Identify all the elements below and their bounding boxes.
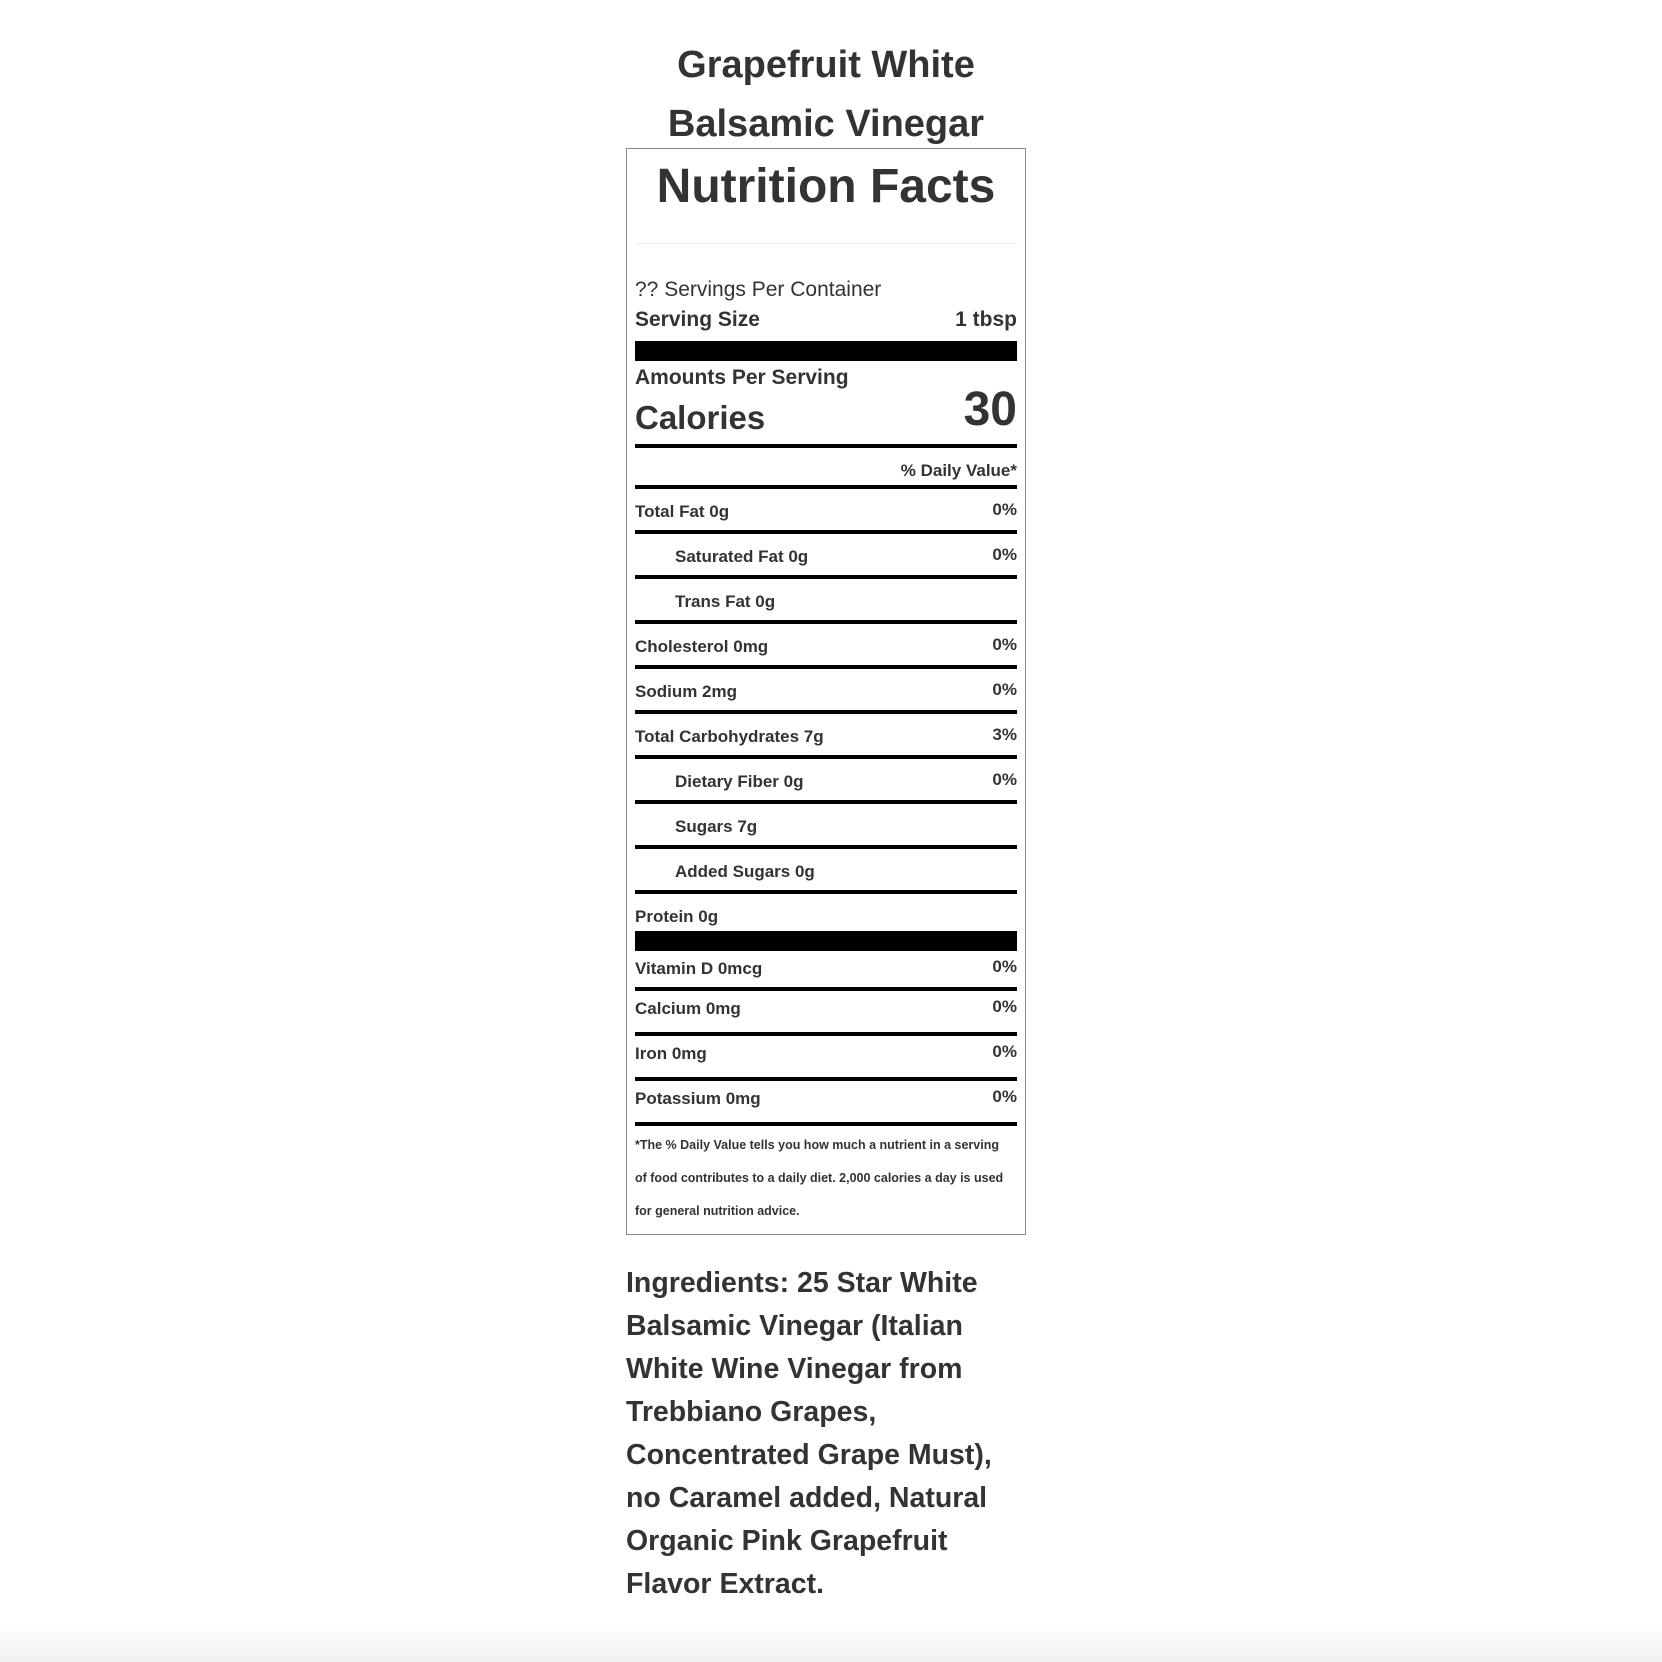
nutrient-name: Dietary Fiber 0g	[675, 772, 804, 791]
nutrient-name: Added Sugars 0g	[675, 862, 815, 881]
nutrient-row-sodium	[635, 669, 1017, 714]
ingredients-text	[626, 1262, 1046, 1606]
amounts-per-serving: Amounts Per Serving	[635, 366, 849, 389]
calories-label: Calories	[635, 399, 766, 436]
ingredients-line: Ingredients: 25 Star White	[626, 1267, 978, 1299]
ingredients-line: no Caramel added, Natural	[626, 1482, 988, 1514]
serving-size-label: Serving Size	[635, 308, 760, 331]
vitamin-daily-value: 0%	[992, 1042, 1017, 1061]
nutrient-name: Total Carbohydrates 7g	[635, 727, 824, 746]
vitamin-daily-value: 0%	[992, 997, 1017, 1016]
nutrient-row-total-fat	[635, 489, 1017, 534]
vitamin-name: Potassium 0mg	[635, 1089, 761, 1108]
nutrient-name: Saturated Fat 0g	[675, 547, 809, 566]
serving-size-row	[635, 305, 1017, 335]
calories-value: 30	[963, 383, 1017, 436]
nutrition-facts-heading: Nutrition Facts	[635, 149, 1017, 244]
nutrient-daily-value: 0%	[992, 770, 1017, 789]
daily-value-header: % Daily Value*	[635, 448, 1017, 489]
product-title	[626, 36, 1026, 154]
servings-per-container: ?? Servings Per Container	[635, 278, 882, 301]
nutrient-row-protein	[635, 894, 1017, 951]
nutrition-facts-content	[635, 149, 1017, 1228]
nutrient-daily-value: 0%	[992, 635, 1017, 654]
page-bottom-shade	[0, 1622, 1662, 1662]
ingredients-line: Organic Pink Grapefruit	[626, 1525, 948, 1557]
nutrient-name: Protein 0g	[635, 907, 719, 926]
nutrient-daily-value: 0%	[992, 545, 1017, 564]
nutrient-row-dietary-fiber	[635, 759, 1017, 804]
daily-value-footnote	[635, 1126, 1017, 1228]
nutrient-row-saturated-fat	[635, 534, 1017, 579]
nutrient-row-trans-fat	[635, 579, 1017, 624]
vitamin-name: Calcium 0mg	[635, 999, 741, 1018]
vitamin-daily-value: 0%	[992, 1087, 1017, 1106]
footnote-line-1: *The % Daily Value tells you how much a nutrient in a serving	[635, 1138, 999, 1152]
ingredients-line: Trebbiano Grapes,	[626, 1396, 877, 1428]
vitamin-name: Iron 0mg	[635, 1044, 707, 1063]
vitamin-row-potassium	[635, 1081, 1017, 1126]
nutrient-name: Trans Fat 0g	[675, 592, 776, 611]
product-title-line-1: Grapefruit White	[677, 44, 975, 86]
nutrient-row-added-sugars	[635, 849, 1017, 894]
footnote-line-2: of food contributes to a daily diet. 2,000 calories a day is used	[635, 1171, 1004, 1185]
ingredients-line: Concentrated Grape Must),	[626, 1439, 992, 1471]
nutrient-name: Sugars 7g	[675, 817, 758, 836]
ingredients-line: Flavor Extract.	[626, 1568, 824, 1600]
vitamin-row-vitamin-d	[635, 951, 1017, 991]
nutrient-daily-value: 0%	[992, 500, 1017, 519]
nutrient-name: Cholesterol 0mg	[635, 637, 769, 656]
vitamin-daily-value: 0%	[992, 957, 1017, 976]
nutrient-daily-value: 3%	[992, 725, 1017, 744]
footnote-line-3: for general nutrition advice.	[635, 1204, 800, 1218]
nutrient-row-total-carbohydrates	[635, 714, 1017, 759]
thick-divider	[635, 341, 1017, 361]
vitamin-name: Vitamin D 0mcg	[635, 959, 763, 978]
vitamin-row-iron	[635, 1036, 1017, 1081]
ingredients-line: Balsamic Vinegar (Italian	[626, 1310, 963, 1342]
nutrient-name: Sodium 2mg	[635, 682, 738, 701]
serving-size-value: 1 tbsp	[955, 308, 1017, 331]
vitamin-row-calcium	[635, 991, 1017, 1036]
ingredients-line: White Wine Vinegar from	[626, 1353, 963, 1385]
product-title-line-2: Balsamic Vinegar	[667, 103, 985, 145]
calories-row	[635, 383, 1017, 448]
nutrient-row-cholesterol	[635, 624, 1017, 669]
nutrient-daily-value: 0%	[992, 680, 1017, 699]
nutrition-facts-label	[626, 148, 1026, 1235]
nutrient-name: Total Fat 0g	[635, 502, 730, 521]
nutrient-row-sugars	[635, 804, 1017, 849]
